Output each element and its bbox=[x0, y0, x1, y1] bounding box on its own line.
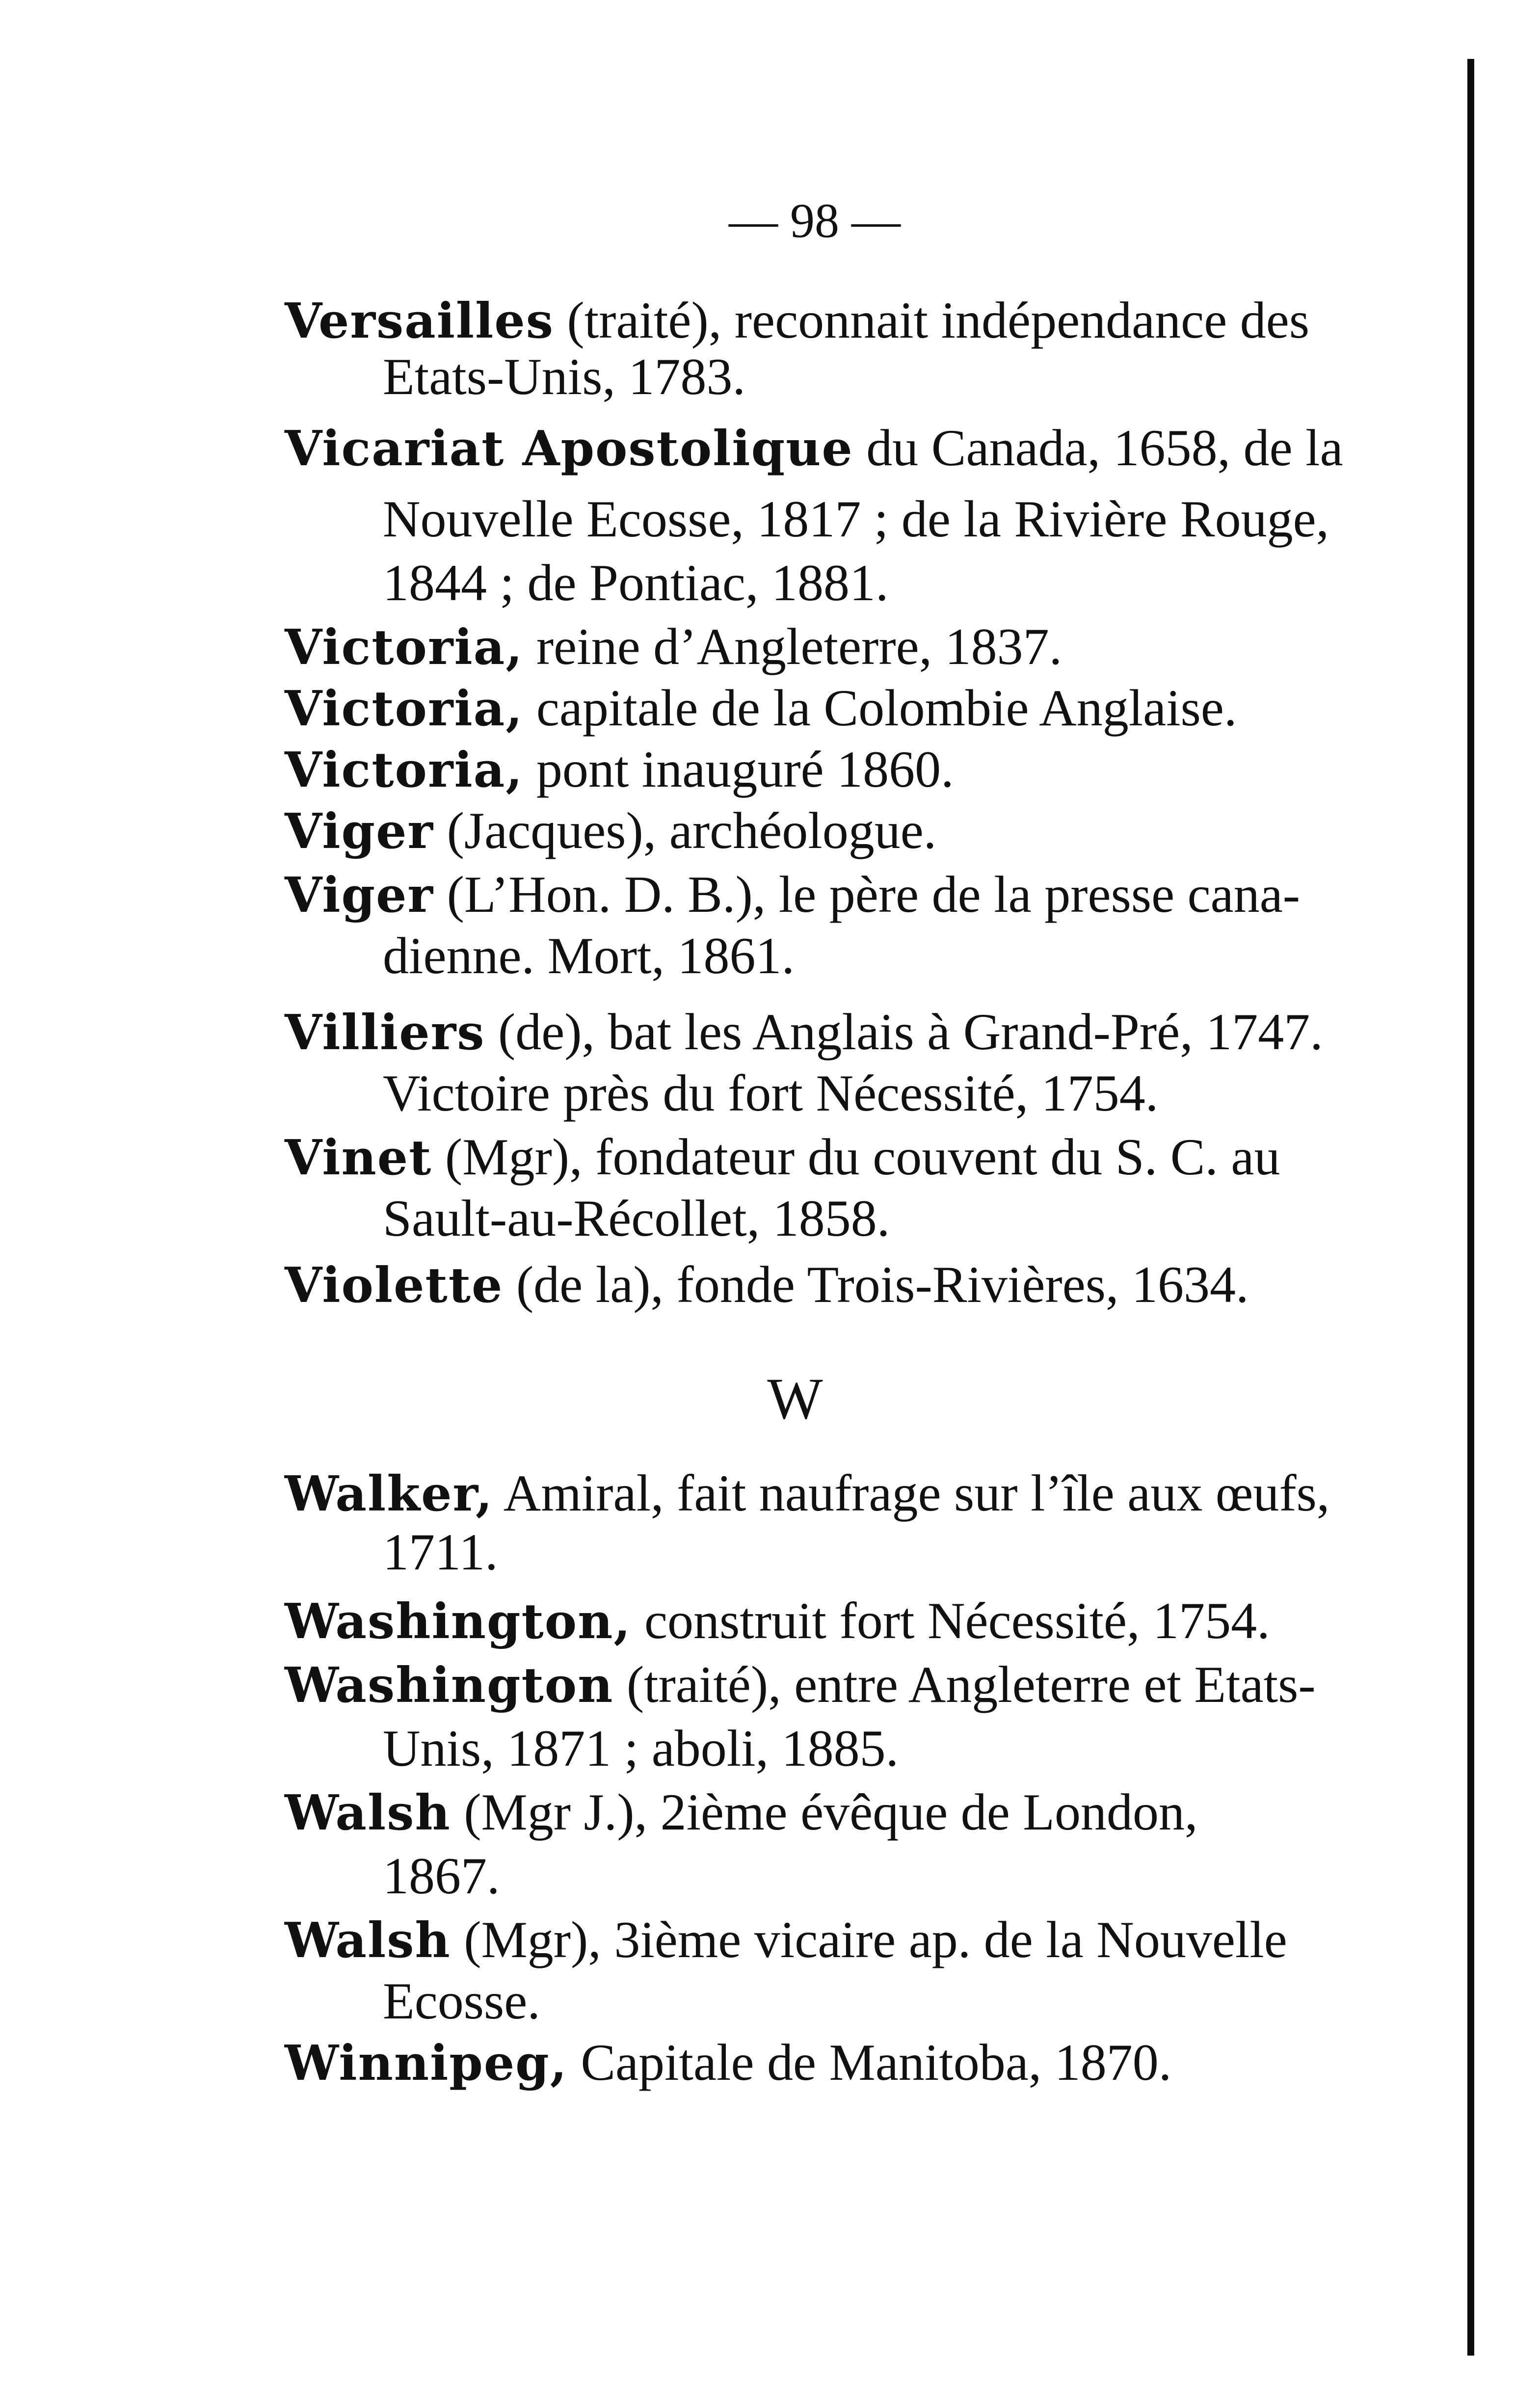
entry-text: du Canada, 1658, de la bbox=[853, 419, 1343, 477]
entry-headword: Versailles bbox=[285, 293, 554, 349]
entry-headword: Victoria, bbox=[285, 619, 524, 676]
index-entry-washington-traite bbox=[285, 1656, 1316, 1714]
entry-text: (Mgr), 3ième vicaire ap. de la Nouvelle bbox=[451, 1911, 1287, 1968]
entry-headword: Walker, bbox=[285, 1466, 494, 1522]
entry-text: (traité), entre Angleterre et Etats- bbox=[613, 1656, 1316, 1713]
entry-text: construit fort Nécessité, 1754. bbox=[631, 1592, 1270, 1649]
entry-continuation: dienne. Mort, 1861. bbox=[383, 927, 795, 984]
entry-text: reine d’Angleterre, 1837. bbox=[523, 618, 1062, 675]
entry-text: (de), bat les Anglais à Grand-Pré, 1747. bbox=[485, 1003, 1323, 1061]
section-letter: W bbox=[767, 1366, 823, 1431]
entry-text: (Mgr), fondateur du couvent du S. C. au bbox=[432, 1128, 1280, 1186]
index-entry-walsh-london bbox=[285, 1783, 1198, 1841]
entry-text: Capitale de Manitoba, 1870. bbox=[567, 2034, 1172, 2091]
entry-text: capitale de la Colombie Anglaise. bbox=[523, 679, 1237, 737]
entry-headword: Walsh bbox=[285, 1912, 451, 1969]
entry-text: (L’Hon. D. B.), le père de la presse cana- bbox=[434, 866, 1301, 923]
entry-headword: Viger bbox=[285, 867, 434, 924]
entry-text: (de la), fonde Trois-Rivières, 1634. bbox=[503, 1256, 1249, 1313]
entry-text: Amiral, fait naufrage sur l’île aux œufs, bbox=[493, 1464, 1330, 1522]
entry-headword: Washington, bbox=[285, 1593, 632, 1650]
entry-continuation: 1844 ; de Pontiac, 1881. bbox=[383, 554, 889, 611]
entry-continuation: Nouvelle Ecosse, 1817 ; de la Rivière Rouge, bbox=[383, 490, 1329, 548]
entry-text: (Mgr J.), 2ième évêque de London, bbox=[451, 1783, 1198, 1841]
entry-headword: Winnipeg, bbox=[285, 2035, 568, 2092]
entry-headword: Walsh bbox=[285, 1785, 451, 1841]
entry-continuation: Etats-Unis, 1783. bbox=[383, 348, 745, 405]
page-number: — 98 — bbox=[729, 193, 901, 248]
entry-headword: Violette bbox=[285, 1257, 504, 1314]
entry-continuation: 1867. bbox=[383, 1847, 500, 1905]
entry-headword: Viger bbox=[285, 803, 434, 860]
entry-headword: Vinet bbox=[285, 1130, 432, 1186]
entry-continuation: Ecosse. bbox=[383, 1972, 540, 2030]
entry-text: pont inauguré 1860. bbox=[523, 741, 954, 798]
entry-headword: Villiers bbox=[285, 1005, 485, 1061]
entry-headword: Washington bbox=[285, 1657, 614, 1714]
entry-continuation: Unis, 1871 ; aboli, 1885. bbox=[383, 1720, 899, 1777]
entry-text: (Jacques), archéologue. bbox=[434, 802, 937, 859]
entry-text: (traité), reconnait indépendance des bbox=[554, 292, 1310, 349]
entry-headword: Victoria, bbox=[285, 742, 524, 798]
index-entry-walker bbox=[285, 1464, 1330, 1522]
index-entry-walsh-nouvelle-ecosse bbox=[285, 1911, 1287, 1969]
entry-continuation: Victoire près du fort Nécessité, 1754. bbox=[383, 1064, 1159, 1122]
index-entry-winnipeg bbox=[285, 2034, 1172, 2092]
entry-headword: Victoria, bbox=[285, 681, 524, 737]
entry-continuation: 1711. bbox=[383, 1523, 498, 1581]
entry-continuation: Sault-au-Récollet, 1858. bbox=[383, 1190, 890, 1247]
entry-headword: Vicariat Apostolique bbox=[285, 421, 853, 477]
index-entry-washington-fort bbox=[285, 1592, 1270, 1650]
